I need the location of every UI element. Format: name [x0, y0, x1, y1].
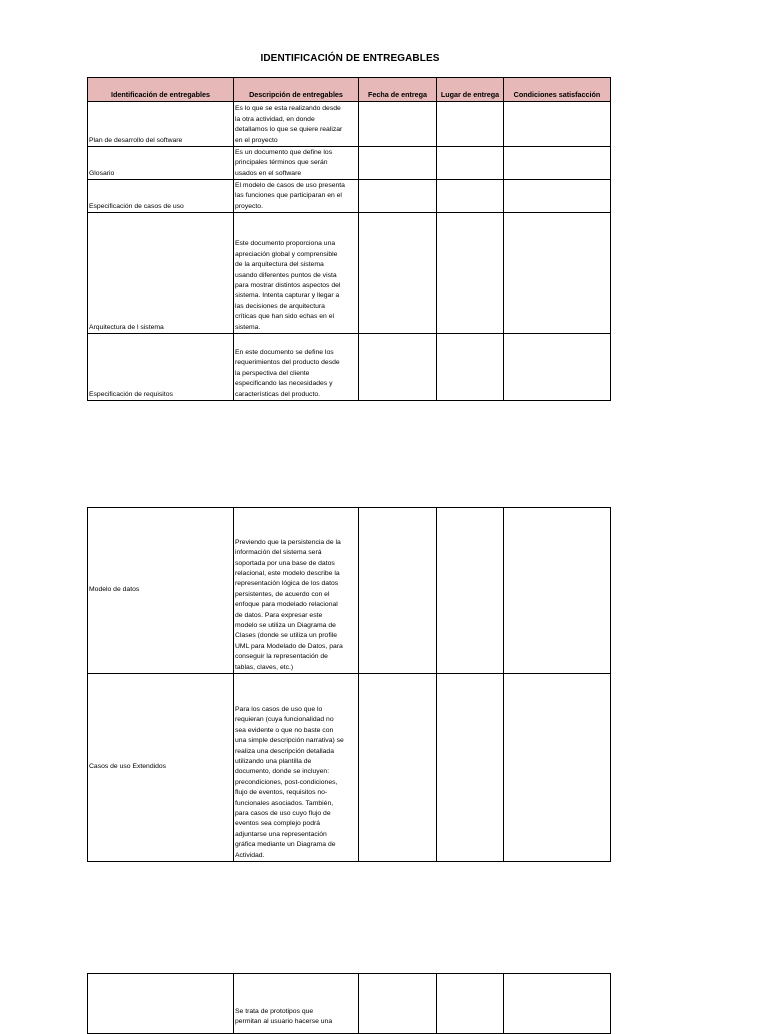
row-description: El modelo de casos de uso presenta las funciones que participaran en el proyecto.	[234, 180, 359, 213]
table-row	[88, 180, 611, 213]
row-condiciones-cell	[504, 508, 611, 674]
row-description: En este documento se define los requerimientos del producto desde la perspectiva del cliente especificando las necesidades y características del producto.	[234, 334, 359, 401]
table-row	[88, 334, 611, 401]
row-fecha-cell	[359, 974, 437, 1034]
document-title: IDENTIFICACIÓN DE ENTREGABLES	[260, 53, 440, 64]
header-fecha: Fecha de entrega	[359, 78, 437, 102]
row-description: Para los casos de uso que lo requieran (cuya funcionalidad no sea evidente o que no baste con una simple descripción narrativa) se realiza una descripción detallada utilizando una plantilla de documento, donde se incluyen: precondiciones, post-condiciones, flujo de eventos, requisitos no- funcionales asociados. También, para casos de uso cuyo flujo de eventos sea complejo podrá adjuntarse una representación gráfica mediante un Diagrama de Actividad.	[234, 674, 359, 862]
deliverables-table-continued-2	[87, 973, 611, 1034]
row-lugar-cell	[437, 147, 504, 180]
table-row	[88, 213, 611, 334]
row-condiciones-cell	[504, 102, 611, 147]
row-fecha-cell	[359, 213, 437, 334]
header-identificacion: Identificación de entregables	[88, 78, 234, 102]
row-name: Glosario	[88, 147, 234, 180]
row-fecha-cell	[359, 180, 437, 213]
row-fecha-cell	[359, 508, 437, 674]
table-header-row	[88, 78, 611, 102]
deliverables-table-continued	[87, 507, 611, 862]
row-name	[88, 974, 234, 1034]
row-lugar-cell	[437, 974, 504, 1034]
row-lugar-cell	[437, 102, 504, 147]
row-name: Especificación de requisitos	[88, 334, 234, 401]
row-lugar-cell	[437, 674, 504, 862]
row-fecha-cell	[359, 102, 437, 147]
row-lugar-cell	[437, 180, 504, 213]
row-lugar-cell	[437, 508, 504, 674]
row-condiciones-cell	[504, 213, 611, 334]
row-name: Arquitectura de l sistema	[88, 213, 234, 334]
row-lugar-cell	[437, 334, 504, 401]
deliverables-table	[87, 77, 611, 401]
row-lugar-cell	[437, 213, 504, 334]
header-lugar: Lugar de entrega	[437, 78, 504, 102]
row-description: Se trata de prototipos que permitan al usuario hacerse una	[234, 974, 359, 1034]
row-fecha-cell	[359, 334, 437, 401]
row-fecha-cell	[359, 674, 437, 862]
row-condiciones-cell	[504, 180, 611, 213]
header-descripcion: Descripción de entregables	[234, 78, 359, 102]
row-condiciones-cell	[504, 674, 611, 862]
row-description: Previendo que la persistencia de la información del sistema será soportada por una base de datos relacional, este modelo describe la representación lógica de los datos persistentes, de acuerdo con el enfoque para modelado relacional de datos. Para expresar este modelo se utiliza un Diagrama de Clases (donde se utiliza un profile UML para Modelado de Datos, para conseguir la representación de tablas, claves, etc.)	[234, 508, 359, 674]
row-name: Modelo de datos	[88, 508, 234, 674]
row-name: Casos de uso Extendidos	[88, 674, 234, 862]
row-name: Plan de desarrollo del software	[88, 102, 234, 147]
table-row	[88, 147, 611, 180]
row-condiciones-cell	[504, 334, 611, 401]
row-fecha-cell	[359, 147, 437, 180]
row-name: Especificación de casos de uso	[88, 180, 234, 213]
row-description: Es un documento que define los principales términos que serán usados en el software	[234, 147, 359, 180]
header-condiciones: Condiciones satisfacción	[504, 78, 611, 102]
row-condiciones-cell	[504, 974, 611, 1034]
row-description: Es lo que se esta realizando desde la otra actividad, en donde detallamos lo que se quiere realizar en el proyecto	[234, 102, 359, 147]
row-condiciones-cell	[504, 147, 611, 180]
table-row	[88, 508, 611, 674]
table-row	[88, 974, 611, 1034]
row-description: Este documento proporciona una apreciación global y comprensible de la arquitectura del sistema usando diferentes puntos de vista para mostrar distintos aspectos del sistema. Intenta capturar y llegar a las decisiones de arquitectura críticas que han sido echas en el sistema.	[234, 213, 359, 334]
table-row	[88, 102, 611, 147]
table-row	[88, 674, 611, 862]
